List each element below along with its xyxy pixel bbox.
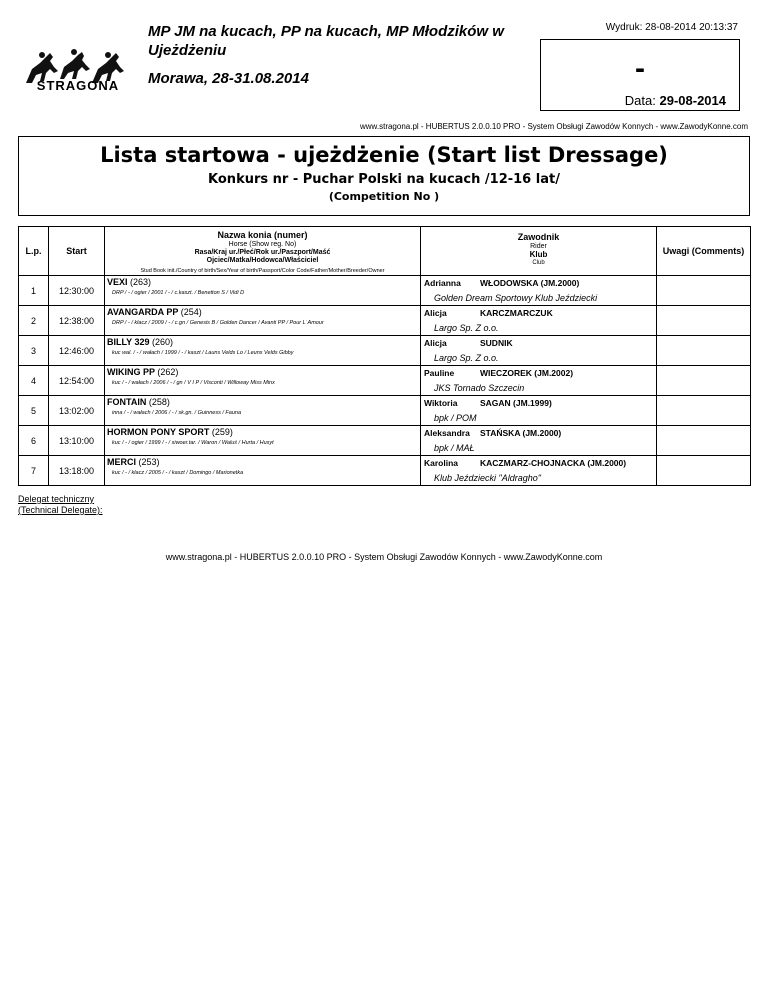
horse-name: AVANGARDA PP — [107, 307, 179, 317]
row-horse — [105, 336, 421, 366]
table-row — [19, 456, 751, 486]
rider-name-line — [424, 278, 656, 288]
table-row — [19, 276, 751, 306]
row-start-time: 12:46:00 — [49, 336, 105, 366]
table-row — [19, 306, 751, 336]
col-horse-sub3: Ojciec/Matka/Hodowca/Właściciel — [206, 257, 319, 264]
horse-name: WIKING PP — [107, 367, 155, 377]
horse-number: (260) — [152, 337, 174, 347]
rider-first-name: Alicja — [424, 308, 447, 318]
rider-last-name: STAŃSKA (JM.2000) — [480, 428, 562, 438]
print-timestamp: Wydruk: 28-08-2014 20:13:37 — [605, 22, 738, 33]
rider-last-name: WIECZOREK (JM.2002) — [480, 368, 574, 378]
rider-name-line — [424, 428, 656, 438]
horse-details: kuc / - / ogier / 1999 / - / siwoer.tar. / Waron / Waluś / Hurta / Husyt — [112, 440, 274, 446]
horse-number: (254) — [180, 307, 202, 317]
horse-name: BILLY 329 — [107, 337, 150, 347]
row-lp: 1 — [19, 276, 49, 306]
rider-first-name: Karolina — [424, 458, 459, 468]
rider-first-name: Aleksandra — [424, 428, 470, 438]
col-horse-sub1: Horse (Show reg. No) — [228, 241, 297, 248]
date-label: Data: — [624, 93, 656, 108]
row-lp: 5 — [19, 396, 49, 426]
horse-number: (258) — [148, 397, 170, 407]
horse-name: FONTAIN — [107, 397, 147, 407]
rider-club: Klub Jeździecki "Aldragho" — [434, 473, 541, 483]
col-comments: Uwagi (Comments) — [657, 227, 751, 276]
row-horse — [105, 426, 421, 456]
rider-first-name: Adrianna — [424, 278, 461, 288]
logo-text: STRAGONA — [36, 78, 120, 93]
rider-club: JKS Tornado Szczecin — [434, 383, 525, 393]
row-start-time: 13:02:00 — [49, 396, 105, 426]
start-list-table — [18, 226, 751, 486]
horse-name-line — [107, 457, 420, 467]
table-row — [19, 336, 751, 366]
col-horse-title: Nazwa konia (numer) — [217, 230, 308, 240]
technical-delegate-label — [18, 494, 103, 516]
horse-name: MERCI — [107, 457, 136, 467]
row-comments — [657, 276, 751, 306]
row-start-time: 12:38:00 — [49, 306, 105, 336]
row-start-time: 13:18:00 — [49, 456, 105, 486]
horse-name-line — [107, 277, 420, 287]
row-rider — [421, 456, 657, 486]
horse-name-line — [107, 307, 420, 317]
col-horse-sub2: Rasa/Kraj ur./Płeć/Rok ur./Paszport/Maść — [194, 249, 331, 256]
horse-number: (253) — [138, 457, 160, 467]
horse-name-line — [107, 367, 420, 377]
rider-name-line — [424, 398, 656, 408]
big-mark: - — [635, 52, 645, 85]
row-start-time: 13:10:00 — [49, 426, 105, 456]
col-rider-sub1: Rider — [530, 243, 547, 250]
col-horse — [105, 227, 421, 276]
rider-first-name: Pauline — [424, 368, 455, 378]
row-rider — [421, 366, 657, 396]
horse-name: HORMON PONY SPORT — [107, 427, 210, 437]
row-comments — [657, 426, 751, 456]
delegate-label-pl: Delegat techniczny — [18, 494, 95, 504]
date-value: 29-08-2014 — [659, 93, 726, 108]
horse-number: (263) — [130, 277, 152, 287]
row-rider — [421, 276, 657, 306]
row-comments — [657, 396, 751, 426]
rider-name-line — [424, 338, 656, 348]
rider-last-name: KACZMARZ-CHOJNACKA (JM.2000) — [480, 458, 627, 468]
row-lp: 3 — [19, 336, 49, 366]
horse-details: kuc / - / wałach / 2006 / - / gn / V I P / Visconti / Willoway Miss Minx — [112, 380, 275, 386]
rider-last-name: SAGAN (JM.1999) — [480, 398, 552, 408]
row-horse — [105, 366, 421, 396]
row-lp: 6 — [19, 426, 49, 456]
rider-club: bpk / MAŁ — [434, 443, 475, 453]
col-start: Start — [49, 227, 105, 276]
horse-details: kuc / - / klacz / 2005 / - / kaszt / Domingo / Marionetka — [112, 470, 244, 476]
horse-name-line — [107, 397, 420, 407]
row-comments — [657, 306, 751, 336]
row-start-time: 12:30:00 — [49, 276, 105, 306]
horse-details: inna / - / wałach / 2006 / - / sk.gn. / Guinness / Fauna — [112, 410, 242, 416]
horse-details: DRP / - / klacz / 2009 / - / c.gn / Genesis B / Golden Dancer / Avanti PP / Pour L`Amour — [112, 320, 324, 326]
col-rider-sub2: Klub — [529, 250, 548, 259]
table-row — [19, 366, 751, 396]
rider-club: Largo Sp. Z o.o. — [434, 323, 499, 333]
rider-club: Largo Sp. Z o.o. — [434, 353, 499, 363]
row-comments — [657, 336, 751, 366]
system-line-top: www.stragona.pl - HUBERTUS 2.0.0.10 PRO - System Obsługi Zawodów Konnych - www.ZawodyKonne.com — [359, 122, 748, 131]
col-rider — [421, 227, 657, 276]
col-rider-sub3: Club — [532, 260, 545, 266]
rider-last-name: KARCZMARCZUK — [480, 308, 553, 318]
row-rider — [421, 426, 657, 456]
event-title: MP JM na kucach, PP na kucach, MP Młodzików w Ujeżdżeniu — [148, 23, 504, 59]
row-horse — [105, 456, 421, 486]
table-row — [19, 426, 751, 456]
event-place: Morawa, 28-31.08.2014 — [148, 70, 309, 87]
row-horse — [105, 306, 421, 336]
row-start-time: 12:54:00 — [49, 366, 105, 396]
rider-last-name: WŁODOWSKA (JM.2000) — [480, 278, 580, 288]
date-line — [540, 91, 740, 111]
delegate-label-en: (Technical Delegate): — [18, 505, 103, 515]
horse-details: DRP / - / ogier / 2001 / - / c.kaszt. / Benetton S / Vidi D — [112, 290, 245, 296]
rider-last-name: SUDNIK — [480, 338, 513, 348]
row-rider — [421, 306, 657, 336]
rider-name-line — [424, 368, 656, 378]
page-title: Lista startowa - ujeżdżenie (Start list Dressage) — [100, 143, 668, 167]
competition-number: (Competition No ) — [328, 190, 440, 203]
row-horse — [105, 276, 421, 306]
horse-details: kuc wal. / - / wałach / 1999 / - / kaszt / Launs Velds Lo / Leuns Velds Gibby — [112, 350, 294, 356]
system-line-bottom: www.stragona.pl - HUBERTUS 2.0.0.10 PRO - System Obsługi Zawodów Konnych - www.ZawodyKonne.com — [165, 552, 603, 562]
row-comments — [657, 456, 751, 486]
horse-number: (259) — [211, 427, 233, 437]
table-row — [19, 396, 751, 426]
row-lp: 7 — [19, 456, 49, 486]
horse-name-line — [107, 427, 420, 437]
rider-first-name: Alicja — [424, 338, 447, 348]
rider-name-line — [424, 458, 656, 468]
rider-club: Golden Dream Sportowy Klub Jeździecki — [434, 293, 598, 303]
rider-name-line — [424, 308, 656, 318]
col-lp: L.p. — [19, 227, 49, 276]
row-lp: 4 — [19, 366, 49, 396]
row-horse — [105, 396, 421, 426]
row-comments — [657, 366, 751, 396]
col-rider-title: Zawodnik — [517, 232, 560, 242]
competition-name: Konkurs nr - Puchar Polski na kucach /12-16 lat/ — [208, 172, 560, 187]
table-header-row — [19, 227, 751, 276]
col-horse-sub4: Stud Book init./Country of birth/Sex/Year of birth/Passport/Color Code/Father/Mother/Breeder/Owner — [140, 268, 385, 274]
row-rider — [421, 336, 657, 366]
horse-name-line — [107, 337, 420, 347]
row-rider — [421, 396, 657, 426]
rider-first-name: Wiktoria — [424, 398, 458, 408]
horse-name: VEXI — [107, 277, 128, 287]
rider-club: bpk / POM — [434, 413, 477, 423]
row-lp: 2 — [19, 306, 49, 336]
horse-number: (262) — [157, 367, 179, 377]
